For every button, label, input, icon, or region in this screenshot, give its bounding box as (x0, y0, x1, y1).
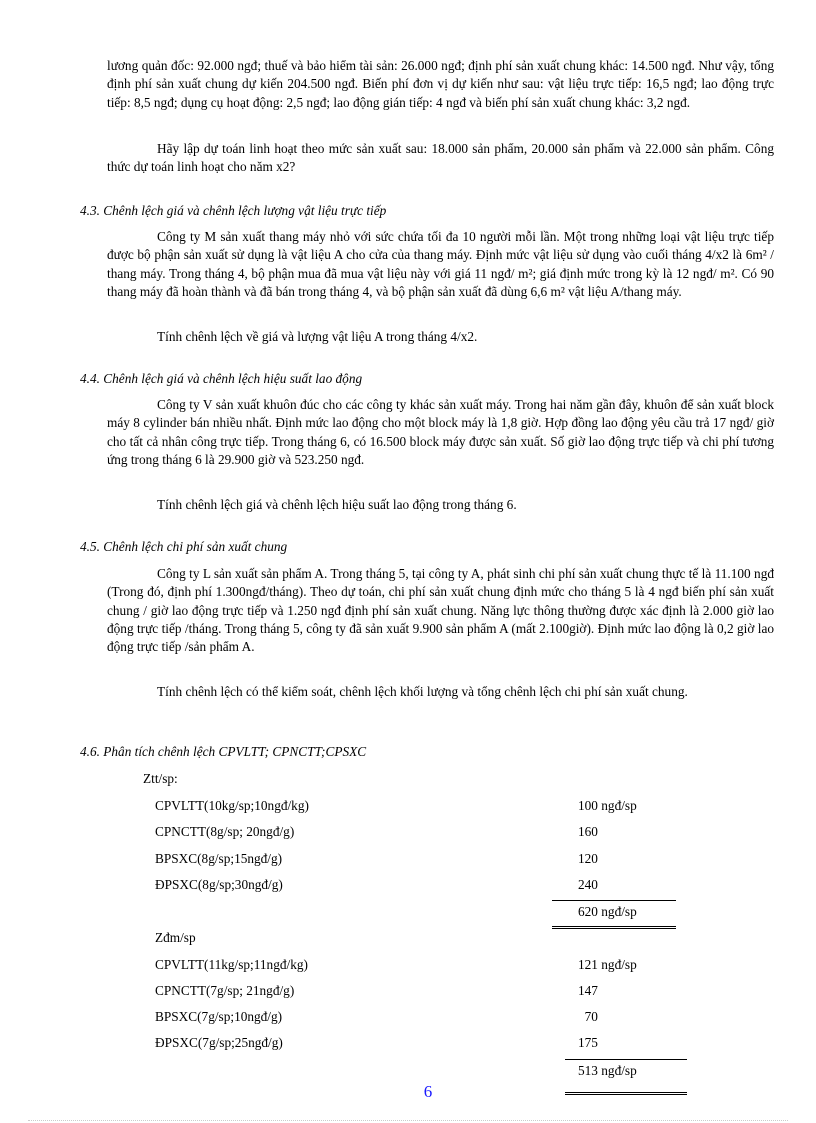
standard-total-value: 513 ngđ/sp (578, 1063, 637, 1078)
heading-4-6: 4.6. Phân tích chênh lệch CPVLTT; CPNCTT;CPSXC (80, 744, 367, 759)
paragraph-4-3-body: Công ty M sản xuất thang máy nhỏ với sức chứa tối đa 10 người mỗi lần. Một trong những loại vật liệu trực tiếp được bộ phận sản xuất sử dụng là vật liệu A cho cửa của thang máy. Định mức vật liệu sử dụng vào cuối tháng 4/x2 là 6m² / thang máy. Trong tháng 4, bộ phận mua đã mua vật liệu này với giá 11 ngđ/ m²; giá định mức trong kỳ là 12 ngđ/ m². Có 90 thang máy đã hoàn thành và đã bán trong tháng 4, và bộ phận sản xuất đã dùng 6,6 m² vật liệu A/thang máy. (107, 229, 774, 299)
calc-row-value: 147 (578, 983, 598, 998)
heading-4-3: 4.3. Chênh lệch giá và chênh lệch lượng vật liệu trực tiếp (80, 203, 387, 218)
calc-row-label: BPSXC(7g/sp;10ngđ/g) (155, 1009, 283, 1024)
paragraph-4-3-task: Tính chênh lệch về giá và lượng vật liệu A trong tháng 4/x2. (157, 329, 478, 344)
calc-row-label: BPSXC(8g/sp;15ngđ/g) (155, 851, 283, 866)
calc-row-label: ĐPSXC(7g/sp;25ngđ/g) (155, 1035, 283, 1050)
calc-row-label: CPVLTT(10kg/sp;10ngđ/kg) (155, 798, 309, 813)
calc-row-label: ĐPSXC(8g/sp;30ngđ/g) (155, 877, 283, 892)
total-double-rule (552, 926, 676, 932)
calc-row-label: CPNCTT(8g/sp; 20ngđ/g) (155, 824, 295, 839)
paragraph-4-5-task: Tính chênh lệch có thể kiểm soát, chênh lệch khối lượng và tổng chênh lệch chi phí sản xuất chung. (157, 684, 688, 699)
heading-4-4: 4.4. Chênh lệch giá và chênh lệch hiệu suất lao động (80, 371, 363, 386)
page-number: 6 (423, 1082, 433, 1101)
calc-row-value: 175 (578, 1035, 598, 1050)
heading-4-5: 4.5. Chênh lệch chi phí sản xuất chung (80, 539, 288, 554)
calc-row-value: 100 ngđ/sp (578, 798, 637, 813)
calc-row-label: CPVLTT(11kg/sp;11ngđ/kg) (155, 957, 308, 972)
total-double-rule (565, 1092, 687, 1098)
calc-row-value: 240 (578, 877, 598, 892)
paragraph-4-4-task: Tính chênh lệch giá và chênh lệch hiệu suất lao động trong tháng 6. (157, 497, 517, 512)
calc-row-value: 120 (578, 851, 598, 866)
standard-cost-label: Zđm/sp (155, 930, 196, 945)
actual-cost-label: Ztt/sp: (143, 771, 178, 786)
paragraph-4-5-body: Công ty L sản xuất sản phẩm A. Trong tháng 5, tại công ty A, phát sinh chi phí sản xuất chung thực tế là 11.100 ngđ (Trong đó, định phí 1.300ngđ/tháng). Theo dự toán, chi phí sản xuất chung định mức cho tháng 5 là 4 ngđ biến phí sản xuất chung / giờ lao động trực tiếp và 1.250 ngđ định phí sản xuất chung. Năng lực thông thường được xác định là 2.000 giờ lao động trực tiếp /tháng. Trong tháng 5, công ty đã sản xuất 9.900 sản phẩm A (mất 2.100giờ). Định mức lao động là 0,2 giờ lao động trực tiếp /sản phẩm A. (107, 566, 774, 655)
paragraph-task-flexible-budget: Hãy lập dự toán linh hoạt theo mức sản xuất sau: 18.000 sản phẩm, 20.000 sản phẩm và 22.000 sản phẩm. Công thức dự toán linh hoạt cho năm x2? (107, 141, 774, 175)
paragraph-4-4-body: Công ty V sản xuất khuôn đúc cho các công ty khác sản xuất máy. Trong hai năm gần đây, khuôn để sản xuất block máy 8 cylinder bán nhiều nhất. Định mức lao động cho một block máy là 1,8 giờ. Hợp đồng lao động yêu cầu trả 17 ngđ/ giờ cho tất cả nhân công trực tiếp. Trong tháng 6, có 16.500 block máy được sản xuất. Số giờ lao động trực tiếp và chi phí tương ứng trong tháng 6 là 29.900 giờ và 523.250 ngđ. (107, 397, 774, 467)
actual-total-value: 620 ngđ/sp (578, 904, 637, 919)
calc-row-label: CPNCTT(7g/sp; 21ngđ/g) (155, 983, 295, 998)
sum-rule (565, 1059, 687, 1060)
calc-row-value: 160 (578, 824, 598, 839)
calc-row-value: 121 ngđ/sp (578, 957, 637, 972)
footer-divider (28, 1120, 788, 1121)
paragraph-continued: lương quản đốc: 92.000 ngđ; thuế và bảo hiểm tài sản: 26.000 ngđ; định phí sản xuất chung khác: 14.500 ngđ. Như vậy, tổng định phí sản xuất chung dự kiến 204.500 ngđ. Biến phí đơn vị dự kiến như sau: vật liệu trực tiếp: 16,5 ngđ; lao động trực tiếp: 8,5 ngđ; dụng cụ hoạt động: 2,5 ngđ; lao động gián tiếp: 4 ngđ và biến phí sản xuất chung khác: 3,2 ngđ. (107, 58, 774, 110)
sum-rule (552, 900, 676, 901)
calc-row-value: 70 (578, 1009, 598, 1024)
